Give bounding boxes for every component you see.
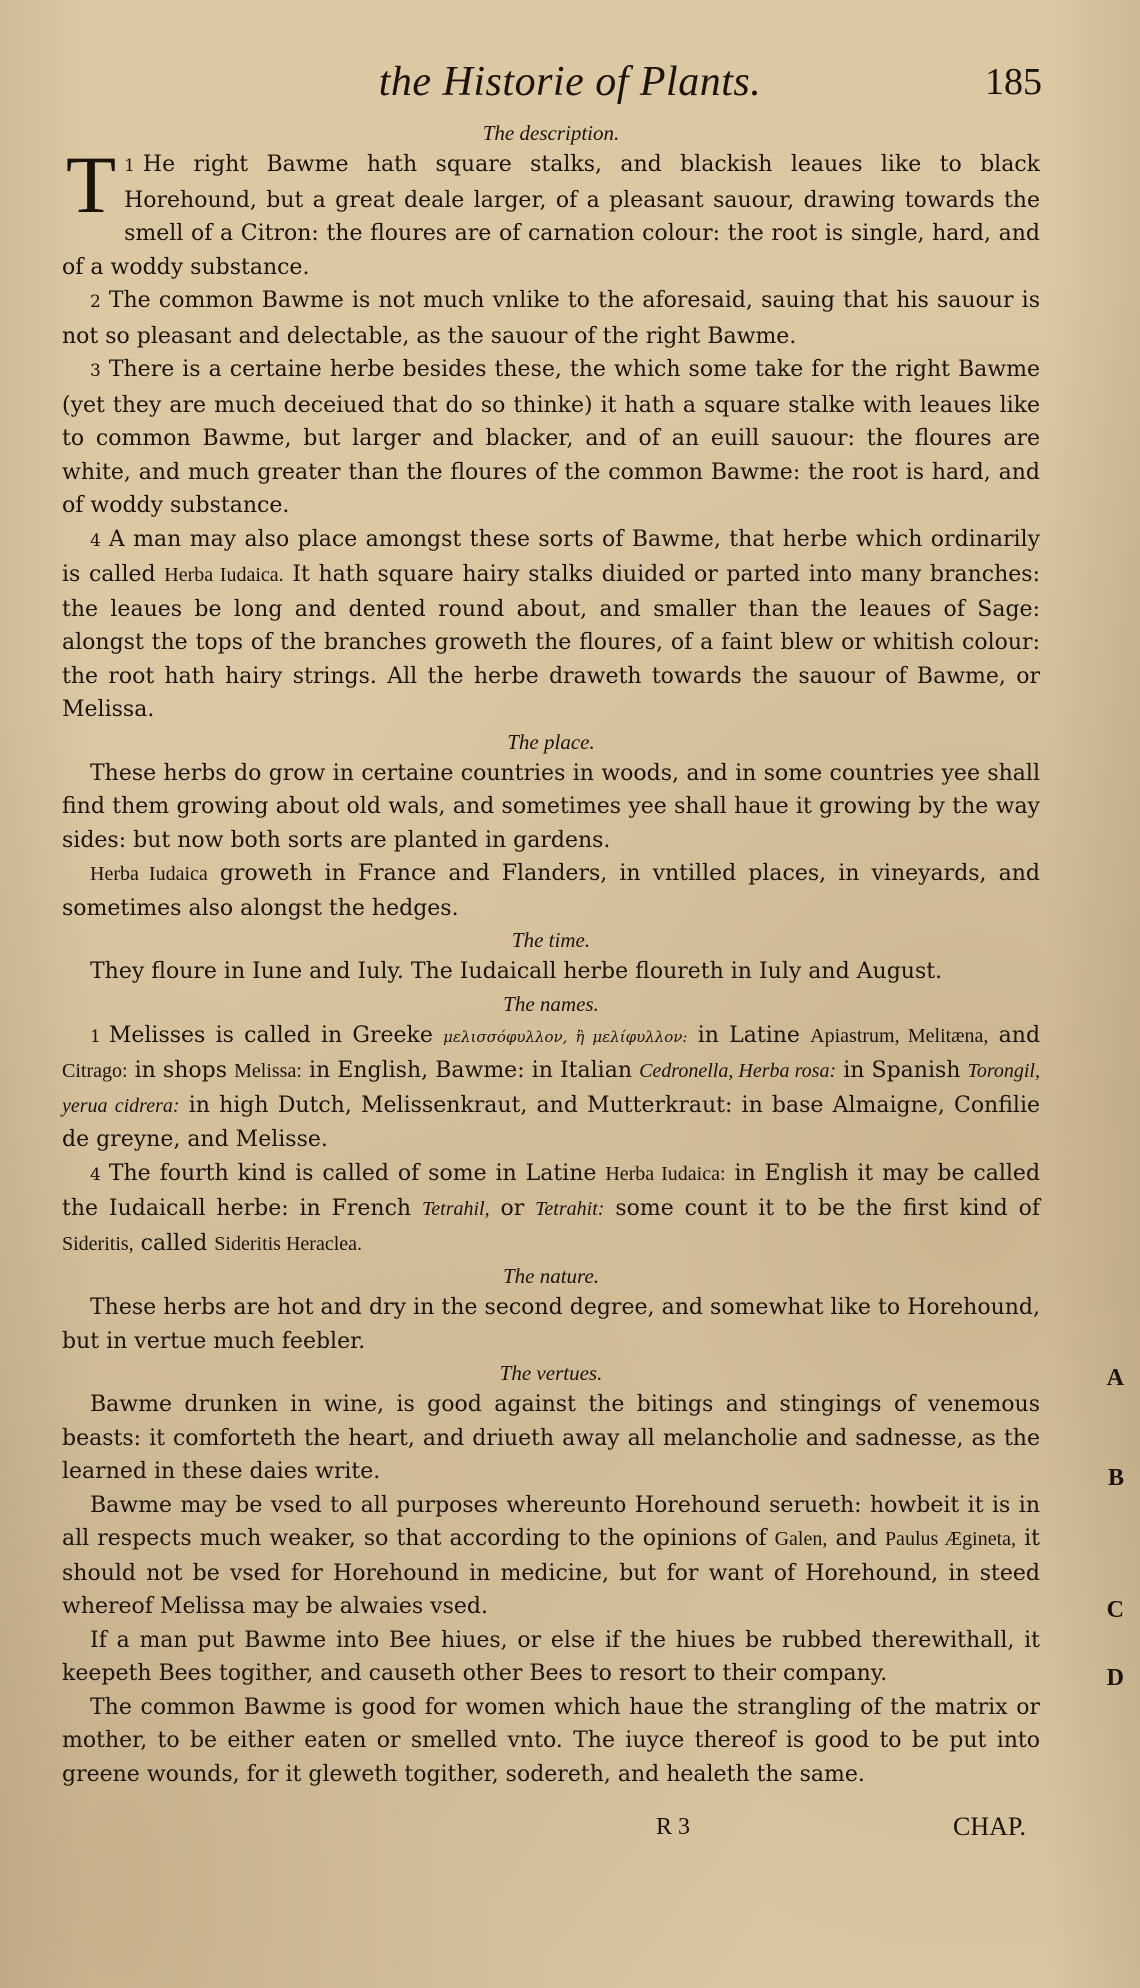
page-header: [0, 52, 1140, 112]
latin-term: Paulus Ægineta,: [884, 1528, 1017, 1550]
latin-term: Melissa:: [234, 1060, 302, 1082]
names-paragraph-1: [62, 1019, 1040, 1157]
margin-letter-a: A: [1106, 1365, 1124, 1391]
paragraph-text: in Latine: [697, 1022, 800, 1048]
french-term: Tetrahit:: [535, 1198, 605, 1220]
paragraph-text: and: [998, 1022, 1041, 1048]
paragraph-number: 1: [124, 156, 135, 176]
description-paragraph-4: [62, 523, 1040, 727]
paragraph-number: 1: [90, 1026, 101, 1047]
paragraph-text: in Spanish: [843, 1058, 961, 1083]
paragraph-text: in high Dutch, Melissenkraut, and Mutterkraut: in base Almaigne, Confilie de greyne, and Melisse.: [62, 1092, 1040, 1152]
paragraph-text: in English, Bawme: in Italian: [308, 1058, 632, 1083]
latin-term: Apiastrum, Melitæna,: [810, 1024, 989, 1047]
paragraph-text: called: [140, 1230, 208, 1256]
page-body: [62, 118, 1040, 1791]
heading-vertues: The vertues.: [499, 1361, 603, 1385]
paragraph-text: some count it to be the first kind of: [615, 1196, 1040, 1221]
greek-term: μελισσόφυλλον, ἢ μελίφυλλον:: [443, 1027, 688, 1046]
paragraph-text: groweth in France and Flanders, in vntilled places, in vineyards, and sometimes also alongst the hedges.: [62, 861, 1040, 921]
paragraph-text: Melisses is called in Greeke: [108, 1022, 433, 1048]
paragraph-text: The fourth kind is called of some in Latine: [108, 1160, 597, 1186]
drop-cap: T: [66, 139, 117, 230]
latin-term: Sideritis,: [62, 1232, 134, 1255]
paragraph-text: in English it may be called the Iudaicall herbe: in French: [62, 1160, 1041, 1221]
vertues-paragraph-4: The common Bawme is good for women which haue the strangling of the matrix or mother, to be either eaten or smelled vnto. The iuyce thereof is good to be put into greene wounds, for it gleweth togither, sodereth, and healeth the same.: [62, 1694, 1040, 1787]
margin-letter-d: D: [1106, 1665, 1124, 1691]
paragraph-number: 4: [90, 1164, 101, 1185]
heading-description: The description.: [482, 121, 620, 145]
paragraph-text: or: [500, 1196, 525, 1221]
description-paragraph-2: [62, 284, 1040, 353]
paragraph-text: Bawme may be vsed to all purposes whereunto Horehound serueth: howbeit it is in all respects much weaker, so that according to the opinions of: [62, 1492, 1040, 1551]
paragraph-text: A man may also place amongst these sorts of Bawme, that herbe which ordinarily is called: [62, 526, 1040, 587]
paragraph-number: 3: [90, 361, 101, 381]
description-paragraph-1: [62, 139, 1040, 284]
latin-term: Galen,: [774, 1528, 828, 1550]
time-paragraph-1: They floure in Iune and Iuly. The Iudaicall herbe floureth in Iuly and August.: [90, 959, 943, 984]
names-paragraph-2: [62, 1157, 1040, 1262]
paragraph-number: 4: [90, 530, 101, 551]
page-footer: [0, 1808, 1140, 1858]
paragraph-text: and: [835, 1526, 877, 1551]
place-paragraph-1: These herbs do grow in certaine countries in woods, and in some countries yee shall find them growing about old wals, and sometimes yee shall haue it growing by the way sides: but now both sorts are planted in gardens.: [62, 760, 1040, 853]
vertues-paragraph-1: Bawme drunken in wine, is good against the bitings and stingings of venemous beasts: it comforteth the heart, and driueth away all melancholie and sadnesse, as the learned in these daies write.: [62, 1392, 1040, 1484]
catchword: CHAP.: [953, 1812, 1026, 1841]
latin-term: Herba Iudaica:: [605, 1162, 726, 1185]
heading-place: The place.: [507, 729, 595, 754]
spanish-term: Torongil, yerua cidrera:: [62, 1060, 1040, 1117]
french-term: Tetrahil,: [421, 1198, 490, 1220]
paragraph-text: He right Bawme hath square stalks, and blackish leaues like to black Horehound, but a great deale larger, of a pleasant sauour, drawing towards the smell of a Citron: the floures are of carnation colour: the root is single, hard, and of a woddy substance.: [62, 152, 1040, 280]
latin-term: Sideritis Heraclea.: [214, 1232, 363, 1255]
paragraph-text: There is a certaine herbe besides these, the which some take for the right Bawme (yet they are much deceiued that do so thinke) it hath a square stalke with leaues like to common Bawme, but larger and blacker, and of an euill sauour: the floures are white, and much greater than the floures of the common Bawme: the root is hard, and of woddy substance.: [62, 357, 1040, 518]
heading-time: The time.: [511, 928, 591, 952]
latin-term: Herba Iudaica: [90, 863, 208, 885]
latin-term: Citrago:: [62, 1060, 128, 1082]
paragraph-number: 2: [90, 292, 101, 312]
running-title: the Historie of Plants.: [378, 59, 762, 105]
place-paragraph-2: [62, 857, 1040, 925]
signature-mark: R 3: [656, 1814, 691, 1840]
paragraph-text: in shops: [134, 1058, 228, 1083]
page-number: 185: [985, 61, 1042, 103]
italian-term: Cedronella, Herba rosa:: [639, 1060, 837, 1082]
latin-term: Herba Iudaica.: [164, 564, 284, 586]
paragraph-text: The common Bawme is not much vnlike to the aforesaid, sauing that his sauour is not so pleasant and delectable, as the sauour of the right Bawme.: [62, 288, 1040, 349]
nature-paragraph-1: These herbs are hot and dry in the second degree, and somewhat like to Horehound, but in vertue much feebler.: [62, 1295, 1040, 1354]
vertues-paragraph-3: If a man put Bawme into Bee hiues, or else if the hiues be rubbed therewithall, it keepeth Bees togither, and causeth other Bees to resort to their company.: [62, 1627, 1040, 1686]
heading-names: The names.: [503, 991, 599, 1016]
paragraph-text: it should not be vsed for Horehound in medicine, but for want of Horehound, in steed whereof Melissa may be alwaies vsed.: [62, 1526, 1041, 1619]
margin-letter-c: C: [1106, 1597, 1124, 1623]
paragraph-text: It hath square hairy stalks diuided or parted into many branches: the leaues be long and dented round about, and smaller than the leaues of Sage: alongst the tops of the branches groweth the floures, of a faint blew or whitish colour: the root hath hairy strings. All the herbe draweth towards the sauour of Bawme, or Melissa.: [62, 562, 1040, 722]
description-paragraph-3: [62, 353, 1040, 523]
margin-letter-b: B: [1107, 1465, 1124, 1491]
vertues-paragraph-2: [62, 1489, 1040, 1624]
heading-nature: The nature.: [502, 1264, 600, 1288]
